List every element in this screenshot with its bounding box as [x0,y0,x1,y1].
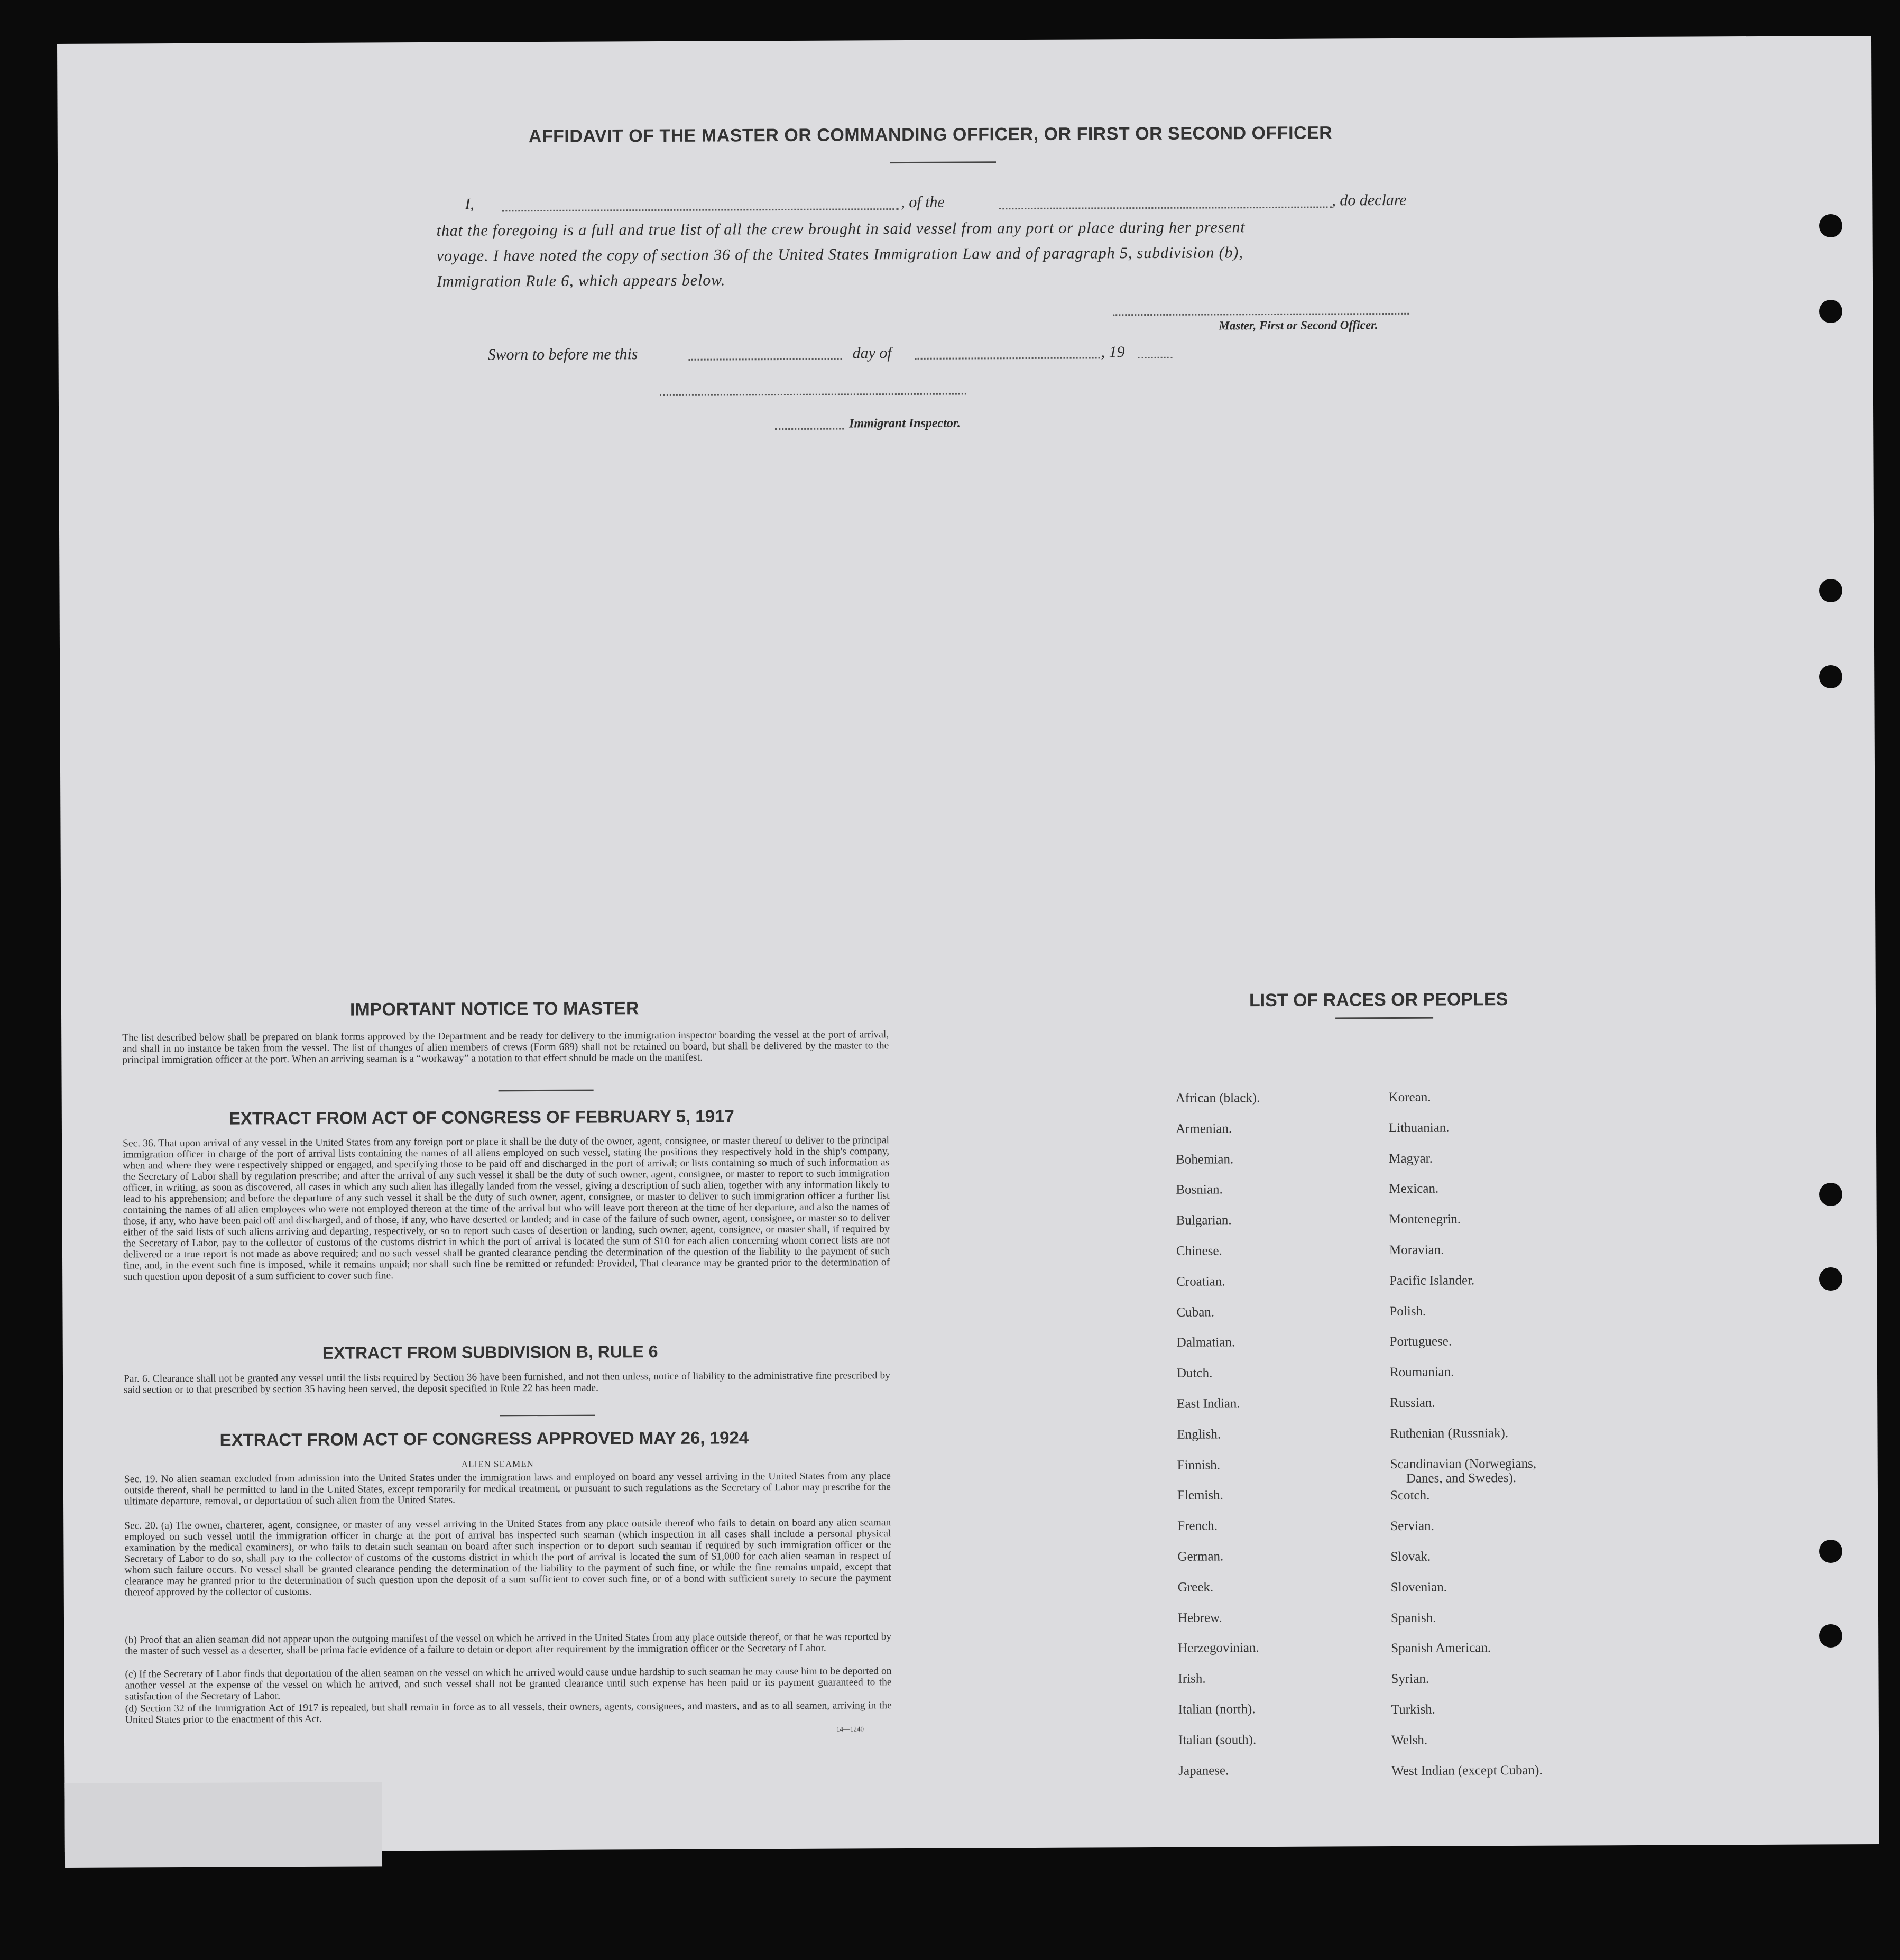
race-item: Japanese. [1178,1763,1229,1778]
affidavit-line-1 [465,191,1517,217]
race-item: Bohemian. [1176,1152,1234,1167]
binder-hole-icon [1819,1183,1842,1206]
race-item: Slovenian. [1390,1580,1447,1595]
race-item: Armenian. [1175,1121,1232,1136]
race-item: Syrian. [1391,1671,1429,1687]
inspector-label: Immigrant Inspector. [849,416,961,431]
notice-text: The list described below shall be prepared on blank forms approved by the Department and be ready for delivery to the immigration inspector boarding the vessel at the port of arrival, and shall in no instance be taken from the vessel. The list of changes of alien members of crews (Form 689) shall not be retained on board, but shall be delivered by the master to the principal immigration officer at the port. When an arriving seaman is a “workaway” a notation to that effect should be made on the manifest. [122,1029,889,1066]
sworn-day-field[interactable] [689,358,842,361]
extract-rule6-title: EXTRACT FROM SUBDIVISION B, RULE 6 [322,1342,658,1363]
race-item: Korean. [1388,1090,1431,1105]
affidavit-line-3: voyage. I have noted the copy of section 36 of the United States Immigration Law and of paragraph 5, subdivision (b), [436,244,1243,265]
binder-hole-icon [1819,1267,1842,1291]
race-item: Spanish American. [1391,1641,1491,1656]
sworn-line [488,343,1175,367]
do-declare-label: , do declare [1332,191,1407,209]
race-item: Cuban. [1176,1305,1215,1320]
vessel-name-field[interactable] [999,206,1332,209]
race-item: Servian. [1390,1519,1434,1534]
master-signature-label: Master, First or Second Officer. [1219,318,1378,333]
form-number: 14—1240 [836,1725,864,1733]
notice-title: IMPORTANT NOTICE TO MASTER [349,998,639,1020]
inspector-signature-field[interactable] [660,393,966,397]
affidavit-title: AFFIDAVIT OF THE MASTER OR COMMANDING OFFICER, OR FIRST OR SECOND OFFICER [528,123,1333,147]
race-item: Ruthenian (Russniak). [1390,1425,1509,1441]
race-item: English. [1177,1427,1221,1442]
race-item-scandinavian-cont: Danes, and Swedes). [1406,1470,1517,1486]
race-item: Magyar. [1389,1151,1433,1166]
declarant-prefix: I, [465,195,474,213]
race-item: Portuguese. [1389,1334,1452,1349]
race-item: Russian. [1390,1395,1435,1411]
race-item: East Indian. [1177,1396,1240,1411]
sec-20d-text: (d) Section 32 of the Immigration Act of 1917 is repealed, but shall remain in force as to all vessels, their owners, agents, consignees, and masters, and as to all seamen, arriving in the United States prior to the enactment of this Act. [125,1700,892,1726]
races-divider [1335,1017,1433,1019]
race-item: Spanish. [1390,1611,1436,1625]
race-item: Turkish. [1391,1702,1435,1717]
binder-hole-icon [1819,665,1842,688]
race-item: Herzegovinian. [1178,1641,1259,1656]
race-item: Hebrew. [1177,1611,1222,1625]
sworn-label: Sworn to before me this [487,345,638,364]
document-page [57,36,1879,1852]
extract-rule6-text: Par. 6. Clearance shall not be granted any vessel until the lists required by Section 36 have been furnished, and not then unless, notice of liability to the administrative fine prescribed by said section or to that prescribed by section 35 having been served, the deposit specified in Rule 22 has been made. [123,1370,891,1396]
sworn-year-field[interactable] [1138,357,1173,358]
title-divider [890,161,996,163]
binder-hole-icon [1819,1540,1842,1563]
race-item: Welsh. [1391,1733,1428,1747]
binder-hole-icon [1819,1624,1842,1648]
race-item: Dutch. [1176,1366,1213,1381]
race-item: African (black). [1175,1091,1260,1106]
race-item: Greek. [1177,1580,1214,1595]
binder-hole-icon [1819,214,1842,237]
race-item: Dalmatian. [1176,1335,1235,1350]
of-the-label: , of the [901,193,945,211]
binder-hole-icon [1819,579,1842,602]
race-item: Montenegrin. [1389,1212,1461,1227]
race-item: Bulgarian. [1176,1213,1232,1228]
race-item: Polish. [1389,1304,1426,1319]
race-item: Chinese. [1176,1244,1222,1258]
race-item: Scotch. [1390,1488,1430,1503]
affidavit-line-4: Immigration Rule 6, which appears below. [436,271,726,290]
race-item: Croatian. [1176,1274,1225,1289]
race-item: Pacific Islander. [1389,1273,1475,1288]
race-item: West Indian (except Cuban). [1391,1763,1543,1778]
folded-corner [64,1782,382,1868]
year-label: , 19 [1101,343,1125,361]
extract-1917-title: EXTRACT FROM ACT OF CONGRESS OF FEBRUARY 5, 1917 [228,1106,734,1128]
inspector-dots [775,428,844,430]
race-item: French. [1177,1519,1218,1533]
notice-divider [499,1090,594,1092]
extract-1917-text: Sec. 36. That upon arrival of any vessel in the United States from any foreign port or place it shall be the duty of the owner, agent, consignee, or master thereof to deliver to the principal immigration officer in charge of the port of arrival lists containing the names of all aliens employed on such vessel, stating the positions they respectively hold in the ship's company, when and where they were respectively shipped or engaged, and specifying those to be paid off and discharged in the port of arrival; or lists containing so much of such information as the Secretary of Labor shall by regulation prescribe; and after the arrival of any such vessel it shall be the duty of such owner, agent, consignee, or master to report to such immigration officer, in writing, as soon as discovered, all cases in which any such alien has illegally landed from the vessel, giving a description of such alien, together with any information likely to lead to his apprehension; and before the departure of any such vessel it shall be the duty of such owner, agent, consignee, or master to deliver to such immigration officer a further list containing the names of all alien employees who were not employed thereon at the time of the arrival but who will leave port thereon at the time of her departure, and also the names of those, if any, who have been paid off and discharged, and of those, if any, who have deserted or landed; and in case of the failure of such owner, agent, consignee, or master so to deliver either of the said lists of such aliens arriving and departing, respectively, or so to report such cases of desertion or landing, such owner, agent, consignee, or master shall, if required by the Secretary of Labor, pay to the collector of customs of the customs district in which the port of arrival is located the sum of $10 for each alien concerning whom correct lists are not delivered or a true report is not made as above required; and no such vessel shall be granted clearance pending the determination of the question of the liability to the payment of such fine, and, in the event such fine is imposed, while it remains unpaid; nor shall such fine be remitted or refunded: Provided, That clearance may be granted prior to the determination of such question upon deposit of a sum sufficient to cover such fine. [123,1135,890,1283]
race-item: Italian (south). [1178,1732,1257,1747]
rule6-divider [500,1415,595,1417]
race-item: Italian (north). [1178,1702,1256,1717]
race-item: Scandinavian (Norwegians, [1390,1456,1537,1471]
master-signature-field[interactable] [1113,313,1409,316]
race-item: Irish. [1178,1671,1206,1686]
race-item: Lithuanian. [1388,1120,1450,1135]
race-item: German. [1177,1549,1224,1564]
race-item: Slovak. [1390,1549,1431,1565]
race-item: Finnish. [1177,1458,1221,1473]
race-item: Roumanian. [1389,1365,1454,1380]
binder-hole-icon [1819,300,1842,323]
races-title: LIST OF RACES OR PEOPLES [1249,989,1508,1011]
sec-20b-text: (b) Proof that an alien seaman did not appear upon the outgoing manifest of the vessel on which he arrived in the United States from any place outside thereof, or that he was reported by the master of such vessel as a deserter, shall be prima facie evidence of a failure to detain or deport after requirement by the immigration officer or the Secretary of Labor. [125,1631,892,1657]
race-item: Mexican. [1389,1182,1439,1197]
sec-20a-text: Sec. 20. (a) The owner, charterer, agent, consignee, or master of any vessel arriving in the United States from any place outside thereof who fails to detain on board any alien seaman employed on such vessel until the immigration officer in charge at the port of arrival has inspected such seaman (which inspection in all cases shall include a personal physical examination by the medical examiners), or who fails to detain such seaman on board after such inspection or to deport such seaman if required by such immigration officer or the Secretary of Labor to do so, shall pay to the collector of customs of the customs district in which the port of arrival is located the sum of $1,000 for each alien seaman in respect of whom such failure occurs. No vessel shall be granted clearance pending the determination of the liability to the payment of such fine, or while the fine remains unpaid, except that clearance may be granted prior to the determination of such question upon the deposit of a sum sufficient to cover such fine, or of a bond with sufficient surety to secure the payment thereof approved by the collector of customs. [124,1517,891,1598]
race-item: Bosnian. [1176,1182,1223,1198]
affidavit-line-2: that the foregoing is a full and true list of all the crew brought in said vessel from any port or place during her present [436,218,1246,240]
sec-20c-text: (c) If the Secretary of Labor finds that deportation of the alien seaman on the vessel on which he arrived would cause undue hardship to such seaman he may cause him to be deported on another vessel at the expense of the vessel on which he arrived, and such vessel shall not be granted clearance until such expense has been paid or its payment guaranteed to the satisfaction of the Secretary of Labor. [125,1665,892,1703]
race-item: Flemish. [1177,1488,1223,1503]
alien-seamen-subtitle: ALIEN SEAMEN [461,1459,534,1469]
sec-19-text: Sec. 19. No alien seaman excluded from admission into the United States under the immigration laws and employed on board any vessel arriving in the United States from any place outside thereof, shall be permitted to land in the United States, except temporarily for medical treatment, or pursuant to such regulations as the Secretary of Labor may prescribe for the ultimate departure, removal, or deportation of such alien from the United States. [124,1470,891,1507]
declarant-name-field[interactable] [502,208,898,211]
extract-1924-title: EXTRACT FROM ACT OF CONGRESS APPROVED MAY 26, 1924 [219,1428,749,1450]
day-of-label: day of [852,344,892,362]
sworn-month-field[interactable] [915,357,1100,360]
race-item: Moravian. [1389,1243,1444,1258]
